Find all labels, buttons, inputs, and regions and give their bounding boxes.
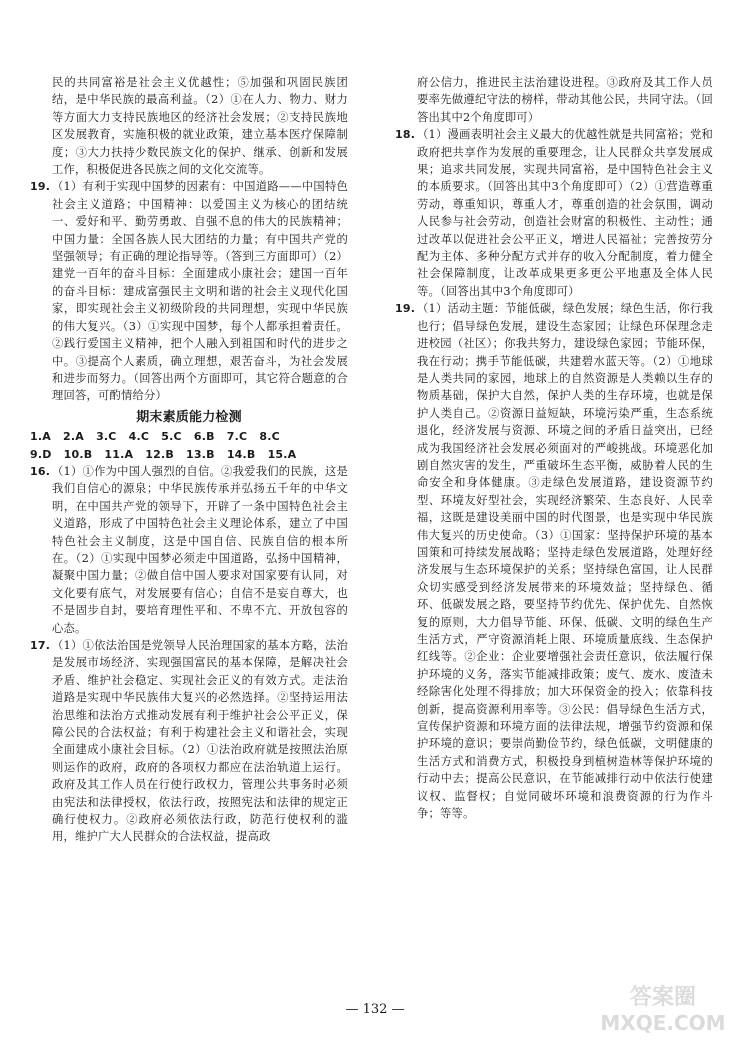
- answer-text: （1）漫画表明社会主义最大的优越性就是共同富裕；党和政府把共享作为发展的重要理念，让人民群众共享发展成果；追求共同发展，实现共同富裕，是中国特色社会主义的本质要求。（回答出其中3个角度即可）（2）①营造尊重劳动，尊重知识，尊重人才，尊重创造的社会氛围，调动人民参与社会劳动，创造社会财富的积极性、主动性；通过改革以促进社会公平正义，增进人民福祉；完善按劳分配为主体、多种分配方式并存的收入分配制度，着力健全社会保障制度，让改革成果更多更公平地惠及全体人民等。（回答出其中3个角度即可）: [417, 128, 713, 298]
- q18-continuation: 民的共同富裕是社会主义优越性；⑤加强和巩固民族团结，是中华民族的最高利益。（2）①在人力、物力、财力等方面大力支持民族地区的经济社会发展；②支持民族地区发展教育，实施积极的就业政策，建立基本医疗保障制度；③大力扶持少数民族文化的保护、继承、创新和发展工作，积极促进各民族之间的文化交流等。: [52, 76, 348, 177]
- watermark-bottom: MXQE.COM: [600, 1011, 726, 1035]
- choice-answers-row-1: 1.A 2.A 3.C 4.C 5.C 6.B 7.C 8.C: [30, 430, 280, 444]
- answer-text: （1）有利于实现中国梦的因素有：中国道路——中国特色社会主义道路；中国精神：以爱国主义为核心的团结统一、爱好和平、勤劳勇敢、自强不息的伟大的民族精神；中国力量：全国各族人民大团结的力量；有中国共产党的坚强领导；有正确的理论指导等。（答到三方面即可）（2）建党一百年的奋斗目标：全面建成小康社会；建国一百年的奋斗目标：建成富强民主文明和谐的社会主义现代化国家，即实现社会主义初级阶段的共同理想，实现中华民族的伟大复兴。（3）①实现中国梦，每个人都承担着责任。②践行爱国主义精神，把个人融入到祖国和时代的进步之中。③提高个人素质，确立理想，艰苦奋斗，为社会发展和进步而努力。（回答出两个方面即可，其它符合题意的合理回答，可酌情给分）: [52, 180, 348, 403]
- question-16: [30, 463, 348, 637]
- question-number: 19.: [30, 180, 51, 194]
- question-number: 17.: [30, 639, 51, 652]
- question-19-b: [395, 300, 713, 822]
- answer-text: （1）①依法治国是党领导人民治理国家的基本方略，法治是发展市场经济、实现强国富民的基本保障，是解决社会矛盾、维护社会稳定、实现社会正义的有效方式。走法治道路是实现中华民族伟大复兴的必然选择。②坚持运用法治思维和法治方式推动发展有利于维护社会公平正义，保障公民的合法权益；有利于构建社会主义和谐社会，实现全面建成小康社会目标。（2）①法治政府就是按照法治原则运作的政府，政府的各项权力都应在法治轨道上运行。政府及其工作人员在行使行政权力，管理公共事务时必须由宪法和法律授权，依法行政，按照宪法和法律的规定正确行使权力。②政府必须依法行政，防范行使权利的滥用，维护广大人民群众的合法权益，提高政: [52, 639, 348, 844]
- question-19: [30, 178, 348, 404]
- question-number: 18.: [395, 128, 416, 142]
- question-17: [30, 637, 348, 846]
- right-column: [395, 74, 713, 822]
- question-number: 19.: [395, 302, 416, 316]
- answer-text: （1）①作为中国人强烈的自信。②我爱我们的民族，这是我们自信心的源泉；中华民族传承并弘扬五千年的中华文明，在中国共产党的领导下，开辟了一条中国特色社会主义道路，形成了中国特色社会主义理论体系，建立了中国特色社会主义制度，这是中国自信、民族自信的根本所在。（2）①实现中国梦必须走中国道路，弘扬中国精神，凝聚中国力量；②做自信中国人要求对国家要有认同，对文化要有底气，对发展要有信心；自信不是妄自尊大，也不是固步自封，要培育理性平和、不卑不亢、开放包容的心态。: [52, 464, 348, 635]
- question-18: [395, 126, 713, 300]
- question-number: 16.: [30, 464, 51, 478]
- left-column: [30, 74, 348, 846]
- section-title: 期末素质能力检测: [136, 409, 242, 425]
- watermark-top: 答案圈: [629, 985, 697, 1010]
- answer-text: （1）活动主题：节能低碳，绿色发展；绿色生活，你行我也行；倡导绿色发展，建设生态家园；让绿色环保理念走进校园（社区）；你我共努力，建设绿色家园；节能环保，我在行动；携手节能低碳，共建碧水蓝天等。（2）①地球是人类共同的家园，地球上的自然资源是人类赖以生存的物质基础，保护大自然，保护人类的生存环境，也就是保护人类自己。②资源日益短缺，环境污染严重，生态系统退化，经济发展与资源、环境之间的矛盾日益突出，已经成为我国经济社会发展必须面对的严峻挑战。环境恶化加剧自然灾害的发生，严重破坏生态平衡，威胁着人民的生命安全和身体健康。③走绿色发展道路，建设资源节约型、环境友好型社会，实现经济繁荣、生态良好、人民幸福，这既是建设美丽中国的时代图景，也是实现中华民族伟大复兴的历史使命。（3）①国家：坚持保护环境的基本国策和可持续发展战略；坚持走绿色发展道路，处理好经济发展与生态环境保护的关系；坚持绿色富国，让人民群众切实感受到经济发展带来的环境效益；坚持绿色、循环、低碳发展之路，要坚持节约优先、保护优先、自然恢复的原则，大力倡导节能、环保、低碳、文明的绿色生产生活方式，严守资源消耗上限、环境质量底线、生态保护红线等。②企业：企业要增强社会责任意识，依法履行保护环境的义务，落实节能减排政策；废气、废水、废渣未经除害化处理不得排放；加大环保资金的投入；依靠科技创新，提高资源利用率等。③公民：倡导绿色生活方式，宣传保护资源和环境方面的法律法规，增强节约资源和保护环境的意识；要崇尚勤俭节约，绿色低碳，文明健康的生活方式和消费方式，积极投身到植树造林等保护环境的行动中去；提高公民意识，在节能减排行动中依法行使建议权、监督权；自觉同破坏环境和浪费资源的行为作斗争；等等。: [417, 302, 713, 821]
- watermark-logo-icon: [588, 978, 738, 1038]
- page-number: — 132 —: [345, 1002, 405, 1017]
- q17-continuation: 府公信力，推进民主法治建设进程。③政府及其工作人员要率先做遵纪守法的榜样，带动其他公民，共同守法。（回答出其中2个角度即可）: [417, 76, 713, 124]
- choice-answers-row-2: 9.D 10.B 11.A 12.B 13.B 14.B 15.A: [30, 447, 297, 461]
